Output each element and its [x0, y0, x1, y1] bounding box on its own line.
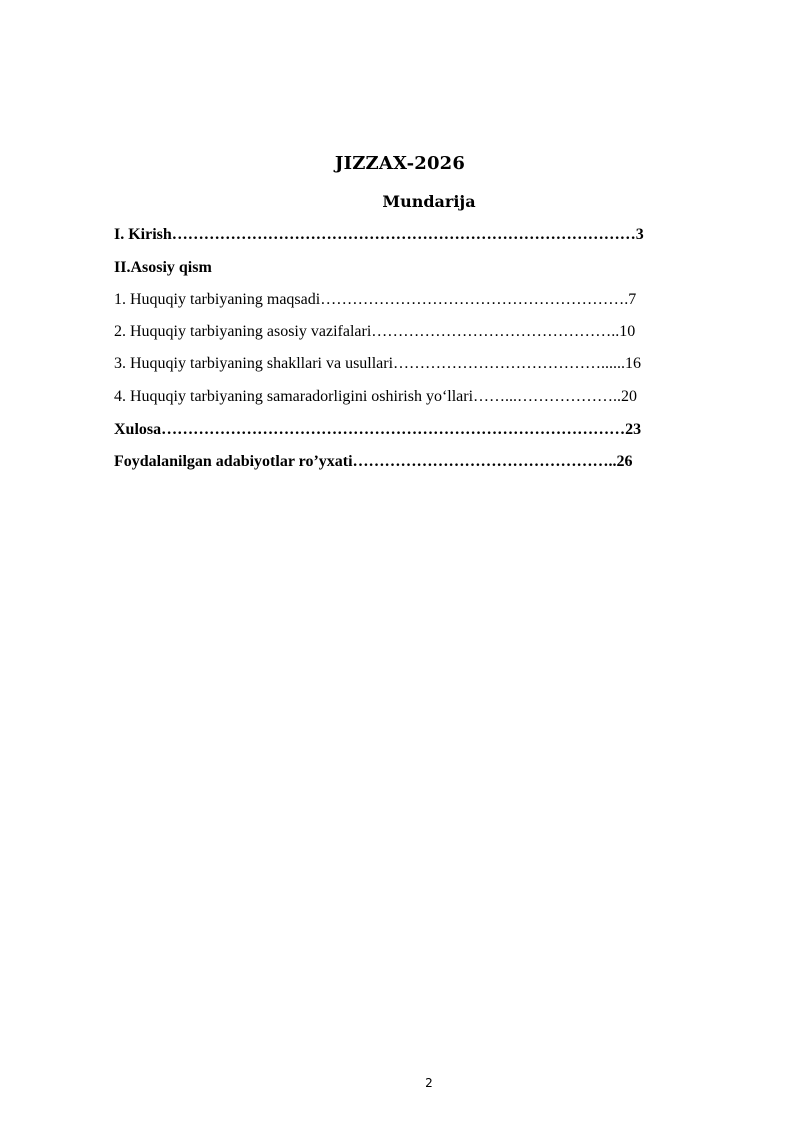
toc-entry-conclusion: Xulosa……………………………………………………………………………23: [114, 421, 642, 438]
toc-entry-main-part: II.Asosiy qism: [114, 259, 212, 276]
toc-entry-section-1: 1. Huquqiy tarbiyaning maqsadi………………………………………………….7: [114, 291, 637, 308]
city-year-heading: JIZZAX-2026: [334, 153, 466, 174]
toc-entry-references: Foydalanilgan adabiyotlar ro’yxati…………………………………………..26: [114, 453, 633, 470]
toc-entry-introduction: I. Kirish……………………………………………………………………………3: [114, 226, 644, 243]
toc-entry-section-2: 2. Huquqiy tarbiyaning asosiy vazifalari………………………………………..10: [114, 323, 636, 340]
toc-entry-section-3: 3. Huquqiy tarbiyaning shakllari va usullari…………………………………......16: [114, 355, 642, 372]
page-number: 2: [425, 1076, 433, 1090]
toc-title: Mundarija: [382, 192, 476, 211]
toc-entry-section-4: 4. Huquqiy tarbiyaning samaradorligini oshirish yo‘llari……...………………..20: [114, 388, 638, 405]
